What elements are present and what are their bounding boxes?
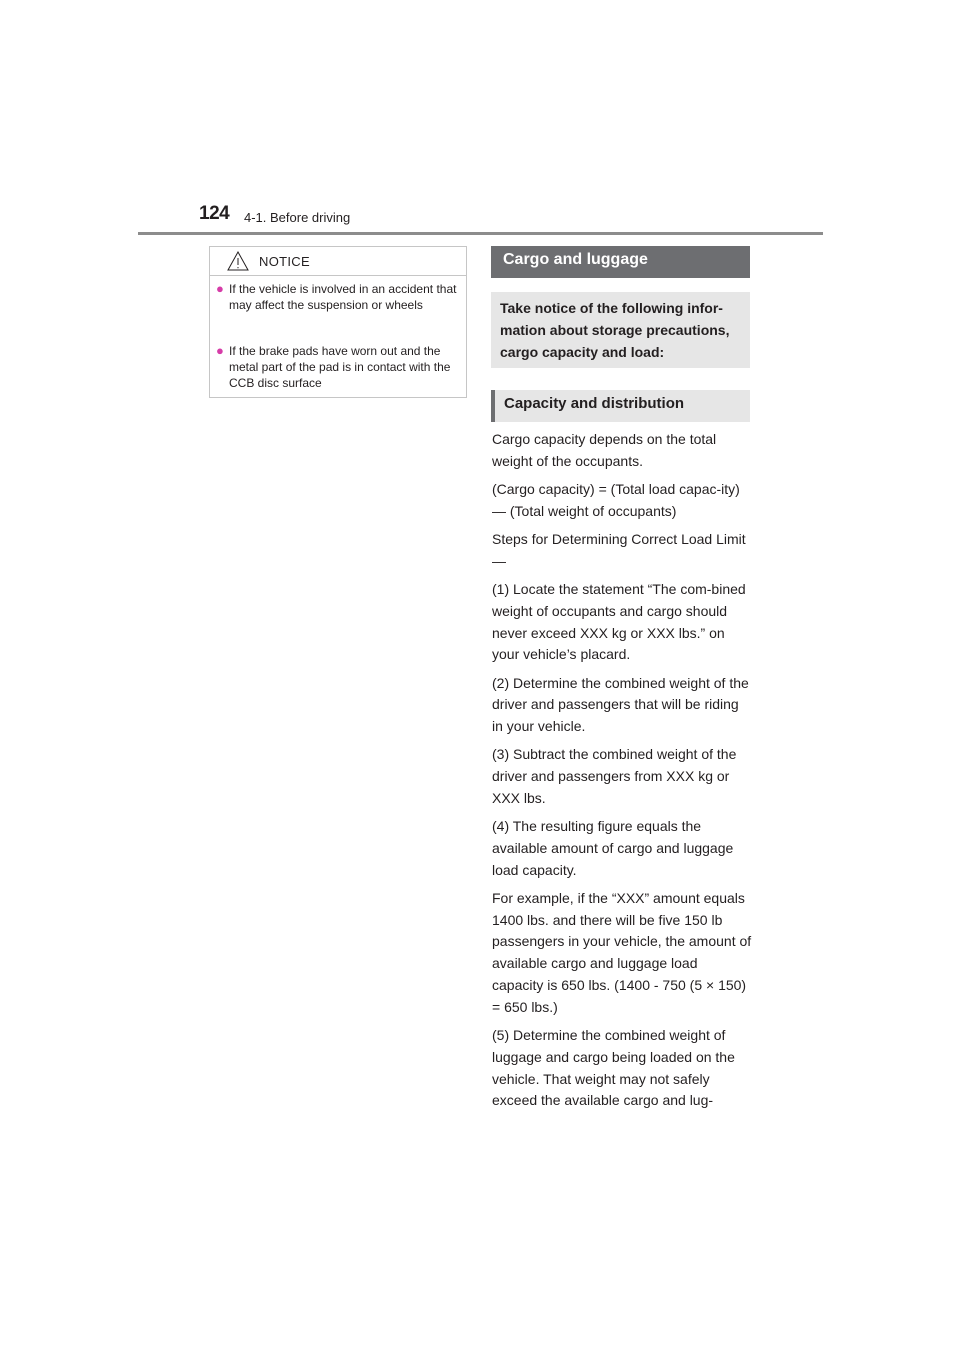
notice-box: [209, 246, 467, 398]
notice-item-text: If the vehicle is involved in an accident that may affect the suspension or wheels: [229, 282, 457, 312]
cargo-heading: Cargo and luggage: [491, 246, 750, 278]
bullet-icon: ●: [216, 343, 224, 358]
paragraph: (4) The resulting figure equals the available amount of cargo and luggage load capacity.: [492, 818, 734, 878]
notice-item-text: If the brake pads have worn out and the metal part of the pad is in contact with the CCB disc surface: [229, 344, 451, 390]
paragraph: (2) Determine the combined weight of the driver and passengers that will be riding in your vehicle.: [492, 674, 749, 735]
page-number: 124: [199, 203, 230, 224]
warning-triangle-icon: [227, 251, 249, 271]
paragraph: For example, if the “XXX” amount equals 1400 lbs. and there will be five 150 lb passengers in your vehicle, the amount of available cargo and luggage load capacity is 650 lbs. (1400 - 750 (5 × 150) = 650 lbs.): [492, 889, 752, 1015]
section-title: 4-1. Before driving: [244, 210, 351, 225]
capacity-subheading: Capacity and distribution: [491, 390, 750, 422]
paragraph: (1) Locate the statement “The com-bined weight of occupants and cargo should never exceed XXX kg or XXX lbs.” on your vehicle’s placard.: [492, 580, 746, 663]
paragraph: (Cargo capacity) = (Total load capac-ity) — (Total weight of occupants): [492, 480, 740, 519]
bullet-icon: ●: [216, 281, 224, 296]
paragraph: (5) Determine the combined weight of luggage and cargo being loaded on the vehicle. That weight may not safely exceed the available cargo and lug-: [492, 1027, 735, 1109]
notice-header: [210, 247, 466, 276]
paragraph: (3) Subtract the combined weight of the driver and passengers from XXX kg or XXX lbs.: [492, 746, 737, 806]
notice-item: [216, 281, 460, 313]
paragraph: Steps for Determining Correct Load Limit —: [492, 530, 746, 569]
header-rule: [138, 232, 823, 235]
notice-item: [216, 343, 460, 391]
notice-title: NOTICE: [259, 254, 310, 269]
paragraph: Cargo capacity depends on the total weight of the occupants.: [492, 431, 717, 469]
body-text: [492, 429, 752, 1119]
intro-box: Take notice of the following infor-mation about storage precautions, cargo capacity and load:: [491, 292, 750, 368]
